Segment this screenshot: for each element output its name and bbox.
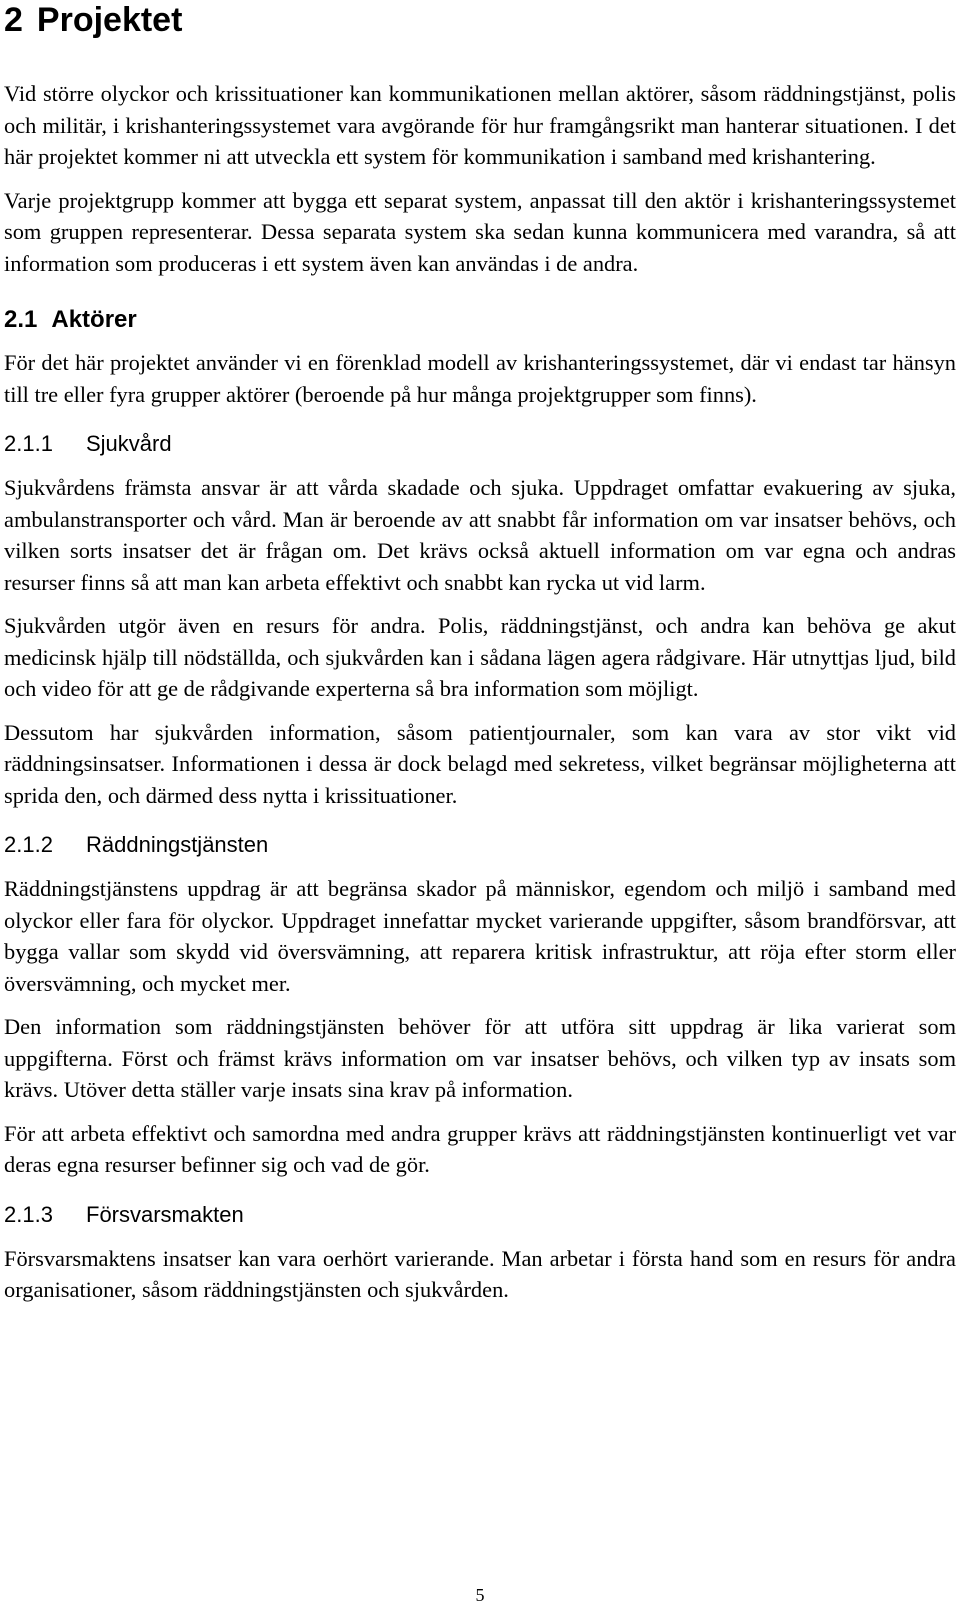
section-2-1-2-title: Räddningstjänsten	[86, 832, 269, 857]
section-2-1-2-heading	[4, 831, 956, 859]
section-2-1-2-paragraph-1: Räddningstjänstens uppdrag är att begränsa skador på människor, egendom och miljö i samband med olyckor eller fara för olyckor. Uppdraget innefattar mycket varierande uppgifter, såsom brandförsvar, att bygga vallar som skydd vid översvämning, att reparera kritisk infrastruktur, att röja efter storm eller översvämning, och mycket mer.	[4, 876, 956, 996]
section-2-1-3-heading	[4, 1201, 956, 1229]
section-2-1-3-title: Försvarsmakten	[86, 1201, 244, 1227]
section-2-1-3-paragraph-1: Försvarsmaktens insatser kan vara oerhört varierande. Man arbetar i första hand som en resurs för andra organisationer, såsom räddningstjänsten och sjukvården.	[4, 1245, 956, 1302]
intro-paragraph-1: Vid större olyckor och krissituationer kan kommunikationen mellan aktörer, såsom räddningstjänst, polis och militär, i krishanteringssystemet vara avgörande för hur framgångsrikt man hanterar situationen. I det här projektet kommer ni att utveckla ett system för kommunikation i samband med krishantering.	[4, 81, 956, 169]
section-2-1-paragraph-1: För det här projektet använder vi en förenklad modell av krishanteringssystemet, där vi endast tar hänsyn till tre eller fyra grupper aktörer (beroende på hur många projektgrupper som finns).	[4, 350, 956, 407]
section-2-1-1-heading	[4, 430, 956, 458]
section-2-1-2-number: 2.1.2	[4, 832, 53, 857]
intro-paragraph-2: Varje projektgrupp kommer att bygga ett separat system, anpassat till den aktör i krishanteringssystemet som gruppen representerar. Dessa separata system ska sedan kunna kommunicera med varandra, så att information som produceras i ett system även kan användas i de andra.	[4, 187, 956, 276]
section-2-1-2-paragraph-3: För att arbeta effektivt och samordna med andra grupper krävs att räddningstjänsten kontinuerligt vet var deras egna resurser befinner sig och vad de gör.	[4, 1120, 956, 1177]
section-2-1-heading	[4, 305, 956, 335]
section-2-1-1-paragraph-1: Sjukvårdens främsta ansvar är att vårda skadade och sjuka. Uppdraget omfattar evakuering av sjuka, ambulanstransporter och vård. Man är beroende av att snabbt får information om var insatser behövs, och vilken sorts insatser det är frågan om. Det krävs också aktuell information om var egna och andras resurser finns så att man kan arbeta effektivt och snabbt kan rycka ut vid larm.	[4, 475, 956, 595]
chapter-number: 2	[4, 1, 23, 39]
section-2-1-title: Aktörer	[51, 306, 137, 333]
section-2-1-3-number: 2.1.3	[4, 1201, 53, 1227]
chapter-heading	[4, 0, 956, 40]
section-2-1-2-paragraph-2: Den information som räddningstjänsten behöver för att utföra sitt uppdrag är lika varierat som uppgifterna. Först och främst krävs information om var insatser behövs, och vilken typ av insats som krävs. Utöver detta ställer varje insats sina krav på information.	[4, 1014, 956, 1102]
page-number: 5	[475, 1585, 485, 1605]
section-2-1-1-paragraph-3: Dessutom har sjukvården information, såsom patientjournaler, som kan vara av stor vikt vid räddningsinsatser. Informationen i dessa är dock belagd med sekretess, vilket begränsar möjligheterna att sprida den, och därmed dess nytta i krissituationer.	[4, 719, 956, 808]
section-2-1-1-title: Sjukvård	[86, 431, 172, 456]
section-2-1-number: 2.1	[4, 306, 38, 333]
chapter-title: Projektet	[36, 1, 183, 39]
section-2-1-1-paragraph-2: Sjukvården utgör även en resurs för andra. Polis, räddningstjänst, och andra kan behöva ge akut medicinsk hjälp till nödställda, och sjukvården kan i sådana lägen agera rådgivare. Här utnyttjas ljud, bild och video för att ge de rådgivande experterna så bra information som möjligt.	[4, 613, 956, 701]
document-page	[4, 0, 956, 1306]
section-2-1-1-number: 2.1.1	[4, 431, 53, 456]
